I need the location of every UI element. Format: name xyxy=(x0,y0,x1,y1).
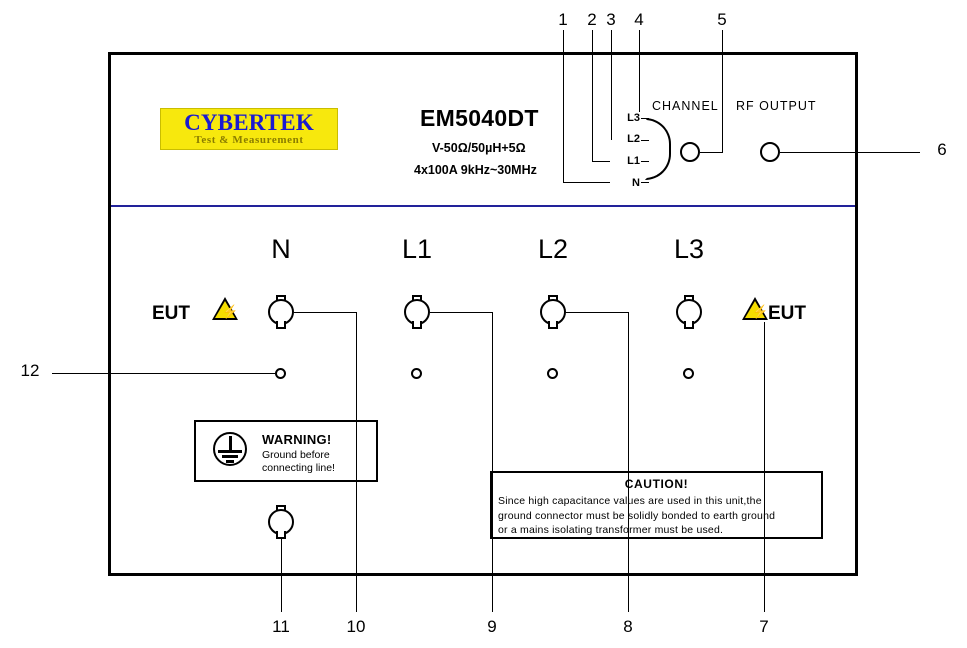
panel-divider xyxy=(111,205,855,207)
leader-line-12-h xyxy=(52,373,275,374)
channel-bnc-connector[interactable] xyxy=(680,142,700,162)
callout-7: 7 xyxy=(759,617,769,636)
leader-line-9-v xyxy=(492,312,493,612)
socket-l2-bottom-tab xyxy=(548,321,558,329)
caution-body xyxy=(498,494,816,538)
leader-line-1-h xyxy=(563,182,610,183)
socket-n-bottom-tab xyxy=(276,321,286,329)
callout-6: 6 xyxy=(937,140,947,159)
hazard-icon-right: ⚡ xyxy=(742,297,768,320)
callout-10: 10 xyxy=(346,617,366,636)
terminal-l3[interactable] xyxy=(683,368,694,379)
channel-option-n[interactable]: N xyxy=(632,177,640,189)
spec-current-bandwidth: 4x100A 9kHz~30MHz xyxy=(414,163,537,177)
leader-line-7-v xyxy=(764,322,765,612)
selector-tick-l3 xyxy=(641,118,649,119)
socket-ground[interactable] xyxy=(268,505,294,539)
ground-before-connecting-icon xyxy=(211,430,251,470)
terminal-n[interactable] xyxy=(275,368,286,379)
leader-line-6-h xyxy=(780,152,920,153)
leader-line-8-h xyxy=(566,312,628,313)
leader-line-2-v xyxy=(592,30,593,161)
leader-line-5-h xyxy=(700,152,723,153)
callout-4: 4 xyxy=(634,10,644,29)
brand-tagline: Test & Measurement xyxy=(194,134,304,146)
socket-n[interactable] xyxy=(268,295,294,329)
phase-label-l2: L2 xyxy=(537,234,569,264)
brand-logo xyxy=(160,108,338,150)
callout-11: 11 xyxy=(272,617,290,636)
caution-title: CAUTION! xyxy=(624,477,689,491)
leader-line-8-v xyxy=(628,312,629,612)
callout-1: 1 xyxy=(558,10,568,29)
callout-12: 12 xyxy=(20,361,40,380)
eut-label-left: EUT xyxy=(152,303,190,324)
socket-l3-bottom-tab xyxy=(684,321,694,329)
callout-2: 2 xyxy=(587,10,597,29)
leader-line-10-h xyxy=(294,312,356,313)
eut-label-right: EUT xyxy=(768,303,806,324)
callout-3: 3 xyxy=(606,10,616,29)
warning-title: WARNING! xyxy=(262,432,332,447)
hazard-icon-left: ⚡ xyxy=(212,297,238,320)
callout-8: 8 xyxy=(623,617,633,636)
leader-line-9-h xyxy=(430,312,492,313)
socket-ground-bottom-tab xyxy=(276,531,286,539)
leader-line-11-v xyxy=(281,539,282,612)
channel-option-l1[interactable]: L1 xyxy=(627,155,640,167)
caution-body-line-3: or a mains isolating transformer must be used. xyxy=(498,524,724,536)
leader-line-3-v xyxy=(611,30,612,140)
leader-line-4-v xyxy=(639,30,640,112)
selector-tick-l1 xyxy=(641,161,649,162)
warning-body-line-1: Ground before xyxy=(262,449,330,461)
terminal-l1[interactable] xyxy=(411,368,422,379)
phase-label-n: N xyxy=(271,234,291,264)
leader-line-10-v xyxy=(356,312,357,612)
socket-l1-bottom-tab xyxy=(412,321,422,329)
leader-line-5-v xyxy=(722,30,723,152)
phase-label-l1: L1 xyxy=(401,234,433,264)
socket-l2[interactable] xyxy=(540,295,566,329)
rf-output-label: RF OUTPUT xyxy=(736,99,817,113)
selector-tick-l2 xyxy=(641,140,649,141)
caution-body-line-1: Since high capacitance values are used in this unit,the xyxy=(498,495,762,507)
socket-l1[interactable] xyxy=(404,295,430,329)
brand-name: CYBERTEK xyxy=(184,110,314,135)
channel-option-l2[interactable]: L2 xyxy=(627,133,640,145)
socket-l3[interactable] xyxy=(676,295,702,329)
rf-output-bnc-connector[interactable] xyxy=(760,142,780,162)
model-number: EM5040DT xyxy=(420,105,539,131)
callout-5: 5 xyxy=(717,10,727,29)
channel-option-l3[interactable]: L3 xyxy=(627,112,640,124)
spec-impedance: V-50Ω/50µH+5Ω xyxy=(432,141,526,155)
leader-line-2-h xyxy=(592,161,610,162)
callout-9: 9 xyxy=(487,617,497,636)
selector-tick-n xyxy=(641,182,649,183)
leader-line-1-v xyxy=(563,30,564,182)
caution-body-line-2: ground connector must be solidly bonded to earth ground xyxy=(498,509,776,522)
channel-label: CHANNEL xyxy=(652,99,719,113)
warning-body-line-2: connecting line! xyxy=(262,462,335,474)
terminal-l2[interactable] xyxy=(547,368,558,379)
phase-label-l3: L3 xyxy=(673,234,705,264)
